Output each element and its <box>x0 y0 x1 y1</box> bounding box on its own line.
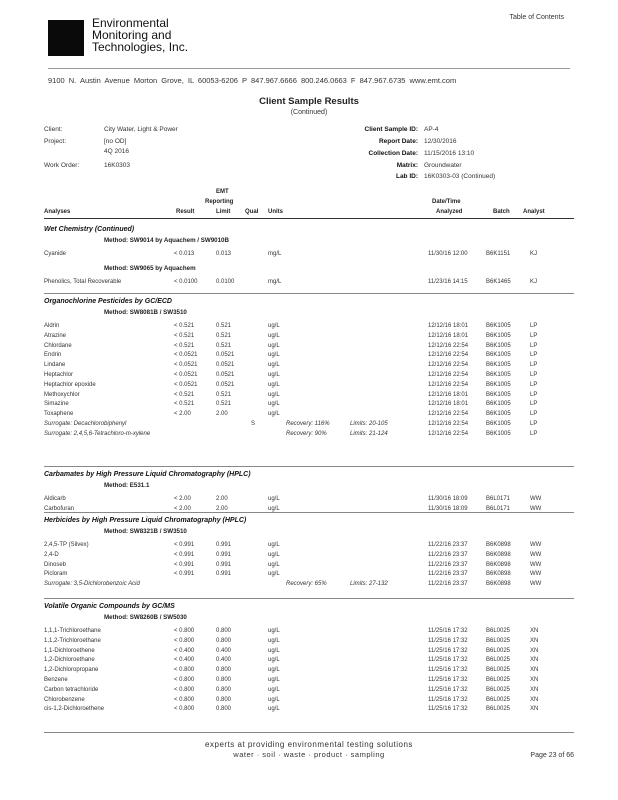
reporting-limit: 2.00 <box>216 411 228 418</box>
analyst-id: WW <box>530 496 542 502</box>
col-analyzed: Analyzed <box>436 209 463 215</box>
method-label: Method: SW9065 by Aquachem <box>104 264 196 272</box>
reporting-limit: 0.800 <box>216 696 232 703</box>
analyzed-datetime: 11/25/16 17:32 <box>428 637 468 644</box>
reporting-limit: 0.991 <box>216 571 232 578</box>
section-title: Carbamates by High Pressure Liquid Chromatography (HPLC) <box>44 471 251 478</box>
reporting-limit: 0.400 <box>216 657 232 664</box>
batch-id: B6K0898 <box>486 551 511 558</box>
batch-id: B6L0025 <box>486 637 511 644</box>
labid-value: 16K0303-03 (Continued) <box>424 173 496 180</box>
analyst-id: XN <box>530 637 539 644</box>
units: ug/L <box>268 696 280 703</box>
result-value: < 0.800 <box>174 696 195 703</box>
reporting-limit: 0.521 <box>216 323 232 329</box>
col-datetime: Date/Time <box>432 199 461 205</box>
analyst-id: XN <box>530 706 539 713</box>
project-value-period: 4Q 2016 <box>104 148 129 155</box>
result-value: < 0.991 <box>174 561 195 568</box>
reportdate-value: 12/30/2016 <box>424 138 457 145</box>
batch-id: B6L0025 <box>486 667 511 674</box>
reporting-limit: 0.800 <box>216 706 232 713</box>
page-subtitle: (Continued) <box>290 109 328 116</box>
reporting-limit: 0.800 <box>216 686 232 693</box>
analyzed-datetime: 11/22/16 23:37 <box>428 551 468 558</box>
analyst-id: LP <box>530 411 538 418</box>
reporting-limit: 0.521 <box>216 342 232 349</box>
collection-value: 11/15/2016 13:10 <box>424 150 475 157</box>
reporting-limit: 0.800 <box>216 628 232 634</box>
reporting-limit: 0.521 <box>216 391 232 398</box>
project-label: Project: <box>44 138 67 145</box>
analyst-id: XN <box>530 686 539 693</box>
labid-label: Lab ID: <box>395 173 418 180</box>
reporting-limit: 0.991 <box>216 542 232 548</box>
analyte-name: 1,2-Dichloroethane <box>44 657 95 664</box>
units: ug/L <box>268 686 280 693</box>
analyst-id: XN <box>530 647 539 654</box>
analyst-id: LP <box>530 381 538 388</box>
surrogate-recovery: Recovery: 116% <box>286 421 330 427</box>
units: ug/L <box>268 542 280 548</box>
col-analyst: Analyst <box>523 209 545 215</box>
workorder-label: Work Order: <box>44 162 80 169</box>
result-value: < 0.013 <box>174 251 195 257</box>
reporting-limit: 0.521 <box>216 401 232 408</box>
analyzed-datetime: 11/30/16 18:09 <box>428 505 468 512</box>
units: ug/L <box>268 352 280 359</box>
units: ug/L <box>268 342 280 349</box>
col-batch: Batch <box>493 209 510 215</box>
analyzed-datetime: 12/12/16 18:01 <box>428 323 469 329</box>
batch-id: B6L0025 <box>486 628 511 634</box>
units: ug/L <box>268 332 280 339</box>
result-value: < 0.800 <box>174 667 195 674</box>
analyzed-datetime: 11/25/16 17:32 <box>428 657 468 664</box>
analyst-id: LP <box>530 323 538 329</box>
batch-id: B6K1005 <box>486 342 511 349</box>
analyte-name: Carbofuran <box>44 505 75 512</box>
reporting-limit: 0.991 <box>216 561 232 568</box>
analyst-id: WW <box>530 561 542 568</box>
result-value: < 0.521 <box>174 323 195 329</box>
method-label: Method: SW9014 by Aquachem / SW9010B <box>104 237 229 244</box>
analyte-name: 2,4-D <box>44 551 59 558</box>
sampleid-value: AP-4 <box>424 126 439 133</box>
result-value: < 0.800 <box>174 677 195 683</box>
surrogate-name: Surrogate: 3,5-Dichlorobenzoic Acid <box>44 581 140 588</box>
batch-id: B6K1005 <box>486 362 511 369</box>
batch-id: B6K1465 <box>486 278 511 285</box>
analyst-id: LP <box>530 430 538 437</box>
units: ug/L <box>268 561 280 568</box>
analyst-id: KJ <box>530 278 538 285</box>
analyzed-datetime: 11/22/16 23:37 <box>428 581 468 588</box>
result-value: < 0.521 <box>174 332 195 339</box>
analyte-name: Phenolics, Total Recoverable <box>44 278 122 285</box>
analyte-name: 1,1,2-Trichloroethane <box>44 637 101 644</box>
result-value: < 0.991 <box>174 571 195 578</box>
method-label: Method: SW8260B / SW5030 <box>104 614 187 621</box>
batch-id: B6K0898 <box>486 542 511 548</box>
analyte-name: 1,2-Dichloropropane <box>44 667 99 674</box>
col-reporting: Reporting <box>205 199 234 205</box>
result-value: < 0.991 <box>174 551 195 558</box>
col-limit: Limit <box>216 209 231 215</box>
analyst-id: LP <box>530 332 538 339</box>
result-value: < 0.991 <box>174 542 195 548</box>
batch-id: B6K1005 <box>486 391 511 398</box>
reportdate-label: Report Date: <box>378 138 418 145</box>
section-divider <box>44 466 574 467</box>
page-number: Page 23 of 66 <box>530 752 574 759</box>
units: ug/L <box>268 647 280 654</box>
units: ug/L <box>268 323 280 329</box>
analyzed-datetime: 12/12/16 22:54 <box>428 421 469 427</box>
client-value: City Water, Light & Power <box>104 126 178 133</box>
units: ug/L <box>268 372 280 378</box>
analyst-id: XN <box>530 696 539 703</box>
analyst-id: LP <box>530 352 538 359</box>
reporting-limit: 0.0521 <box>216 372 235 378</box>
col-emt: EMT <box>216 189 229 195</box>
result-value: < 0.800 <box>174 637 195 644</box>
result-value: < 0.800 <box>174 686 195 693</box>
analyzed-datetime: 12/12/16 18:01 <box>428 401 469 408</box>
result-value: < 0.0521 <box>174 372 198 378</box>
analyst-id: WW <box>530 571 542 578</box>
table-of-contents-link[interactable]: Table of Contents <box>509 14 564 21</box>
analyst-id: LP <box>530 391 538 398</box>
analyzed-datetime: 11/25/16 17:32 <box>428 667 468 674</box>
batch-id: B6L0025 <box>486 706 511 713</box>
collection-label: Collection Date: <box>368 150 418 157</box>
batch-id: B6K1005 <box>486 323 511 329</box>
result-value: < 0.0521 <box>174 381 198 388</box>
batch-id: B6K0898 <box>486 561 511 568</box>
reporting-limit: 0.0521 <box>216 381 235 388</box>
surrogate-limits: Limits: 21-124 <box>350 430 388 437</box>
batch-id: B6L0171 <box>486 505 511 512</box>
analyzed-datetime: 11/22/16 23:37 <box>428 542 468 548</box>
analyzed-datetime: 11/25/16 17:32 <box>428 686 468 693</box>
surrogate-limits: Limits: 27-132 <box>350 581 388 588</box>
result-value: < 0.521 <box>174 391 195 398</box>
units: ug/L <box>268 706 280 713</box>
result-value: < 0.0521 <box>174 362 198 369</box>
analyte-name: Chlorobenzene <box>44 696 85 703</box>
page-title: Client Sample Results <box>259 96 359 107</box>
analyte-name: 2,4,5-TP (Silvex) <box>44 542 89 548</box>
matrix-label: Matrix: <box>396 162 418 169</box>
analyte-name: 1,1-Dichloroethene <box>44 647 95 654</box>
analyte-name: Dinoseb <box>44 561 67 568</box>
result-value: < 0.0521 <box>174 352 198 359</box>
analyst-id: LP <box>530 421 538 427</box>
project-value: [no OD] <box>104 138 127 145</box>
batch-id: B6K1005 <box>486 430 511 437</box>
result-value: < 0.800 <box>174 628 195 634</box>
analyzed-datetime: 11/25/16 17:32 <box>428 647 468 654</box>
reporting-limit: 0.991 <box>216 551 232 558</box>
section-divider <box>44 598 574 599</box>
analyst-id: XN <box>530 628 539 634</box>
batch-id: B6L0025 <box>486 657 511 664</box>
batch-id: B6K1005 <box>486 381 511 388</box>
batch-id: B6K1005 <box>486 411 511 418</box>
result-value: < 0.800 <box>174 706 195 713</box>
analyte-name: Simazine <box>44 401 69 408</box>
company-name-line3: Technologies, Inc. <box>92 40 189 54</box>
batch-id: B6K1151 <box>486 251 511 257</box>
section-title: Organochlorine Pesticides by GC/ECD <box>44 298 172 305</box>
analyst-id: XN <box>530 677 539 683</box>
batch-id: B6K1005 <box>486 421 511 427</box>
analyst-id: LP <box>530 372 538 378</box>
batch-id: B6L0025 <box>486 647 511 654</box>
method-label: Method: E531.1 <box>104 482 150 489</box>
result-value: < 0.400 <box>174 657 195 664</box>
analyzed-datetime: 11/25/16 17:32 <box>428 696 468 703</box>
surrogate-name: Surrogate: Decachlorobiphenyl <box>44 421 127 427</box>
col-units: Units <box>268 209 283 215</box>
company-logo <box>48 20 84 56</box>
reporting-limit: 0.0521 <box>216 362 235 369</box>
analyte-name: Lindane <box>44 362 66 369</box>
reporting-limit: 0.400 <box>216 647 232 654</box>
units: ug/L <box>268 496 280 502</box>
reporting-limit: 0.800 <box>216 637 232 644</box>
analyst-id: LP <box>530 342 538 349</box>
method-label: Method: SW8081B / SW3510 <box>104 309 187 316</box>
analyzed-datetime: 11/22/16 23:37 <box>428 571 468 578</box>
analyte-name: Heptachlor epoxide <box>44 381 96 388</box>
units: ug/L <box>268 391 280 398</box>
section-divider <box>44 512 574 513</box>
sampleid-label: Client Sample ID: <box>364 126 418 133</box>
result-value: < 0.0100 <box>174 278 198 285</box>
analyte-name: 1,1,1-Trichloroethane <box>44 628 101 634</box>
reporting-limit: 2.00 <box>216 496 228 502</box>
batch-id: B6L0171 <box>486 496 511 502</box>
analyte-name: Methoxychlor <box>44 391 80 398</box>
analyzed-datetime: 12/12/16 18:01 <box>428 391 469 398</box>
analyzed-datetime: 12/12/16 22:54 <box>428 411 469 418</box>
header-divider <box>48 68 570 69</box>
col-qual: Qual <box>245 209 259 215</box>
reporting-limit: 0.800 <box>216 677 232 683</box>
units: ug/L <box>268 677 280 683</box>
batch-id: B6K1005 <box>486 352 511 359</box>
reporting-limit: 0.013 <box>216 251 232 257</box>
result-value: < 2.00 <box>174 496 191 502</box>
analyzed-datetime: 12/12/16 22:54 <box>428 372 469 378</box>
analyzed-datetime: 12/12/16 22:54 <box>428 381 469 388</box>
units: ug/L <box>268 551 280 558</box>
analyzed-datetime: 12/12/16 22:54 <box>428 342 469 349</box>
units: ug/L <box>268 401 280 408</box>
footer-divider <box>44 732 574 733</box>
surrogate-recovery: Recovery: 65% <box>286 581 327 588</box>
analyst-id: KJ <box>530 251 538 257</box>
units: ug/L <box>268 637 280 644</box>
footer-slogan: experts at providing environmental testing solutions <box>205 740 413 749</box>
analyst-id: WW <box>530 551 542 558</box>
result-value: < 0.521 <box>174 342 195 349</box>
col-analyses: Analyses <box>44 209 71 215</box>
units: ug/L <box>268 505 280 512</box>
analyte-name: cis-1,2-Dichloroethene <box>44 706 105 713</box>
units: ug/L <box>268 411 280 418</box>
col-result: Result <box>176 209 195 215</box>
analyzed-datetime: 11/25/16 17:32 <box>428 677 468 683</box>
analyzed-datetime: 12/12/16 22:54 <box>428 430 469 437</box>
header-rule <box>44 218 574 219</box>
units: ug/L <box>268 628 280 634</box>
company-name-line2: Monitoring and <box>92 28 172 42</box>
method-label: Method: SW8321B / SW3510 <box>104 528 187 535</box>
analyst-id: LP <box>530 401 538 408</box>
analyzed-datetime: 12/12/16 22:54 <box>428 362 469 369</box>
analyte-name: Benzene <box>44 677 68 683</box>
reporting-limit: 0.0100 <box>216 278 235 285</box>
analyst-id: XN <box>530 657 539 664</box>
analyte-name: Aldrin <box>44 323 60 329</box>
batch-id: B6L0025 <box>486 677 511 683</box>
units: ug/L <box>268 571 280 578</box>
surrogate-name: Surrogate: 2,4,5,6-Tetrachloro-m-xylene <box>44 430 151 437</box>
batch-id: B6L0025 <box>486 696 511 703</box>
analyzed-datetime: 11/22/16 23:37 <box>428 561 468 568</box>
client-label: Client: <box>44 126 63 133</box>
qual-flag: S <box>251 421 256 427</box>
surrogate-limits: Limits: 20-105 <box>350 421 388 427</box>
analyte-name: Endrin <box>44 352 62 359</box>
section-divider <box>44 293 574 294</box>
reporting-limit: 0.800 <box>216 667 232 674</box>
analyzed-datetime: 11/30/16 12:00 <box>428 251 468 257</box>
reporting-limit: 0.521 <box>216 332 232 339</box>
surrogate-recovery: Recovery: 90% <box>286 430 327 437</box>
analyte-name: Cyanide <box>44 251 67 257</box>
section-title: Volatile Organic Compounds by GC/MS <box>44 603 175 610</box>
company-name-line1: Environmental <box>92 16 169 30</box>
batch-id: B6K1005 <box>486 372 511 378</box>
analyte-name: Heptachlor <box>44 372 74 378</box>
company-name <box>92 17 188 53</box>
analyzed-datetime: 11/25/16 17:32 <box>428 628 468 634</box>
analyst-id: WW <box>530 581 542 588</box>
analyzed-datetime: 12/12/16 18:01 <box>428 332 469 339</box>
result-value: < 2.00 <box>174 505 191 512</box>
batch-id: B6K1005 <box>486 401 511 408</box>
batch-id: B6K0898 <box>486 571 511 578</box>
units: ug/L <box>268 381 280 388</box>
workorder-value: 16K0303 <box>104 162 131 169</box>
batch-id: B6K1005 <box>486 332 511 339</box>
analyzed-datetime: 11/23/16 14:15 <box>428 278 468 285</box>
batch-id: B6K0898 <box>486 581 511 588</box>
footer-services: water · soil · waste · product · sampling <box>233 750 385 759</box>
analyte-name: Picloram <box>44 571 68 578</box>
result-value: < 0.400 <box>174 647 195 654</box>
reporting-limit: 0.0521 <box>216 352 235 359</box>
units: ug/L <box>268 362 280 369</box>
analyte-name: Atrazine <box>44 332 67 339</box>
company-address: 9100 N. Austin Avenue Morton Grove, IL 60053-6206 P 847.967.6666 800.246.0663 F 847.967.6735 www.emt.com <box>48 76 457 85</box>
analyst-id: WW <box>530 542 542 548</box>
result-value: < 0.521 <box>174 401 195 408</box>
analyte-name: Toxaphene <box>44 411 74 418</box>
section-title: Herbicides by High Pressure Liquid Chromatography (HPLC) <box>44 517 247 524</box>
analyst-id: XN <box>530 667 539 674</box>
analyst-id: LP <box>530 362 538 369</box>
batch-id: B6L0025 <box>486 686 511 693</box>
analyzed-datetime: 11/30/16 18:09 <box>428 496 468 502</box>
units: ug/L <box>268 667 280 674</box>
analyzed-datetime: 11/25/16 17:32 <box>428 706 468 713</box>
units: ug/L <box>268 657 280 664</box>
reporting-limit: 2.00 <box>216 505 228 512</box>
units: mg/L <box>268 278 282 285</box>
analyzed-datetime: 12/12/16 22:54 <box>428 352 469 359</box>
analyte-name: Aldicarb <box>44 496 66 502</box>
analyte-name: Carbon tetrachloride <box>44 686 99 693</box>
result-value: < 2.00 <box>174 411 191 418</box>
analyst-id: WW <box>530 505 542 512</box>
analyte-name: Chlordane <box>44 342 72 349</box>
units: mg/L <box>268 251 282 257</box>
section-title: Wet Chemistry (Continued) <box>44 226 135 233</box>
matrix-value: Groundwater <box>424 162 462 169</box>
